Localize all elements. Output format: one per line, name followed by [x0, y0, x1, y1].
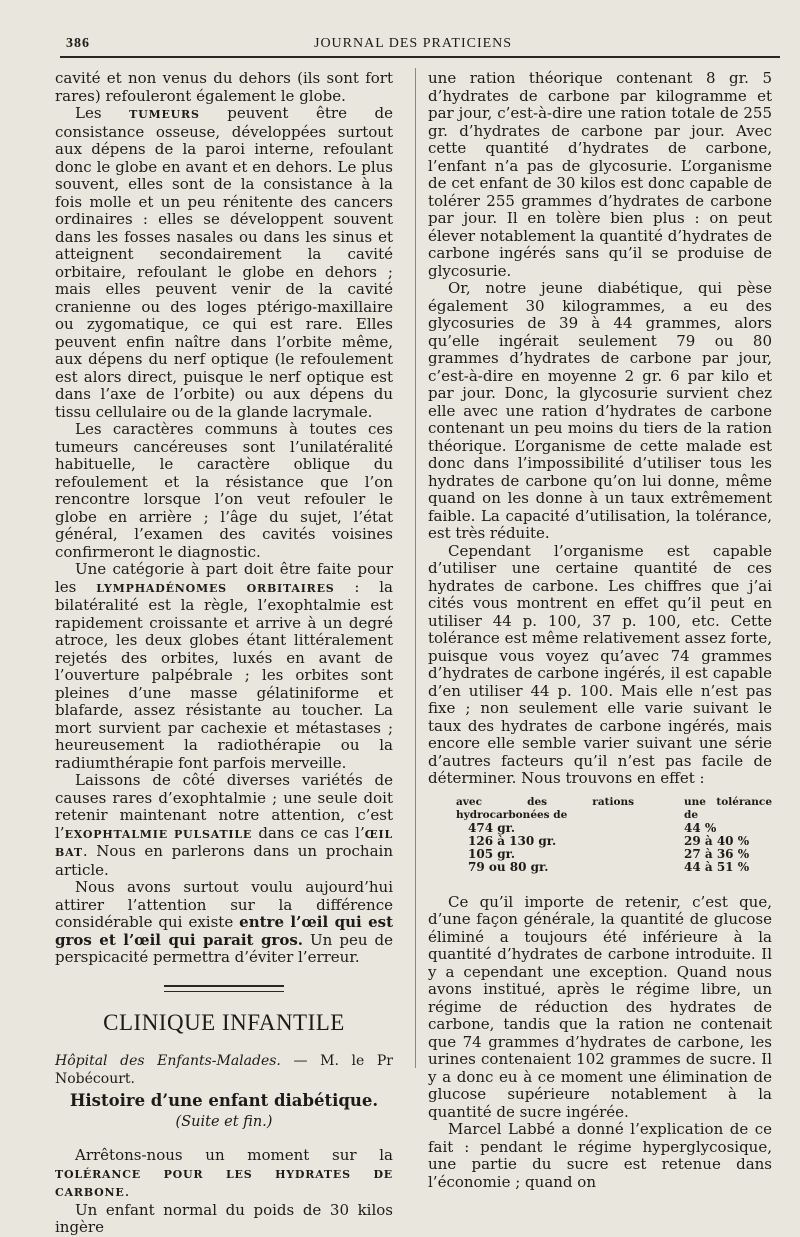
small-caps-term: ŒIL BAT: [55, 827, 393, 859]
table-header: [428, 796, 772, 822]
emphasis-text: entre l’œil qui est gros et l’œil qui parait gros.: [55, 913, 394, 949]
table-row: [428, 822, 772, 835]
table-cell: 126 à 130 gr.: [468, 833, 557, 848]
paragraph-conclusion: Nous avons surtout voulu aujourd’hui attirer l’attention sur la différence considérable qui existe entre l’œil qui est gros et l’œil qui parait gros. Un peu de perspicacité permettra d’éviter l’erreur.: [55, 878, 394, 966]
tolerance-table: [428, 796, 772, 874]
right-column: [428, 70, 772, 1191]
journal-title: JOURNAL DES PRATICIENS: [314, 36, 513, 51]
small-caps-term: LYMPHADÉNOMES ORBITAIRES: [96, 581, 335, 595]
paragraph: Les caractères communs à toutes ces tumeurs cancéreuses sont l’unilatéralité habituelle, le caractère oblique du refoulement et la résistance que l’on rencontre lorsque l’on veut refouler le globe en arrière ; l’âge du sujet, l’état général, l’examen des cavités voisines confirmeront le diagnostic.: [55, 420, 393, 561]
paragraph: Ce qu’il importe de retenir, c’est que, d’une façon générale, la quantité de glucose éliminé a toujours été inférieure à la quantité d’hydrates de carbone introduite. Il y a cependant une exception. Quand nous avons institué, après le régime libre, un régime de réduction des hydrates de carbone, tandis que la ration ne contenait que 74 grammes d’hydrates de carbone, les urines contenaient 102 grammes de sucre. Il y a donc eu à ce moment une élimination de glucose supérieure notablement à la quantité de sucre ingérée.: [428, 892, 772, 1121]
small-caps-term: TOLÉRANCE POUR LES HYDRATES DE CARBONE: [55, 1167, 393, 1199]
hospital-line: Hôpital des Enfants-Malades. — M. le Pr Nobécourt.: [55, 1053, 393, 1087]
column-separator: [415, 68, 416, 1068]
paragraph-lymphadenomes: Une catégorie à part doit être faite pour les LYMPHADÉNOMES ORBITAIRES : la bilatéralité est la règle, l’exophtalmie est rapidement croissante et arrive à un degré atroce, les deux globes étant littéralement rejetés des orbites, luxés en avant de l’ouverture palpébrale ; les orbites sont pleines d’une masse gélatiniforme et blafarde, assez résistante au toucher. La mort survient par cachexie et métastases ; heureusement la radiothérapie ou la radiumthérapie font parfois merveille.: [55, 560, 393, 772]
section-divider: [164, 991, 284, 992]
table-row: [428, 861, 772, 874]
paragraph: Marcel Labbé a donné l’explication de ce fait : pendant le régime hyperglycosique, une partie du sucre est retenue dans l’économie ; quand on: [428, 1120, 772, 1191]
left-column: [55, 70, 393, 1237]
table-header-cell: avec des rations hydrocarbonées de: [456, 795, 635, 821]
page-number: 386: [66, 36, 90, 51]
table-cell: 105 gr.: [468, 846, 516, 861]
paragraph-exophtalmie: Laissons de côté diverses variétés de causes rares d’exophtalmie ; une seule doit retenir maintenant notre attention, c’est l’EXOPHTALMIE PULSATILE dans ce cas l’ŒIL BAT. Nous en parlerons dans un prochain article.: [55, 771, 393, 879]
table-cell: 79 ou 80 gr.: [468, 859, 549, 874]
article-title: Histoire d’une enfant diabétique.: [69, 1091, 379, 1110]
table-cell: 474 gr.: [468, 820, 516, 835]
article-subtitle: (Suite et fin.): [175, 1113, 273, 1130]
table-cell: 27 à 36 %: [684, 846, 750, 861]
paragraph-tumeurs: Les TUMEURS peuvent être de consistance osseuse, développées surtout aux dépens de la paroi interne, refoulant donc le globe en avant et en dehors. Le plus souvent, elles sont de la consistance à la fois molle et un peu rénitente des cancers ordinaires : elles se développent souvent dans les fosses nasales ou dans les sinus et atteignent secondairement la cavité orbitaire, refoulant le globe en dehors ; mais elles peuvent venir de la cavité cranienne ou des loges ptérigo-maxillaire ou zygomatique, ce qui est rare. Elles peuvent enfin naître dans l’orbite même, aux dépens du nerf optique (le refoulement est alors direct, puisque le nerf optique est dans l’axe de l’orbite) ou aux dépens du tissu cellulaire ou de la glande lacrymale.: [55, 104, 393, 421]
paragraph: Or, notre jeune diabétique, qui pèse également 30 kilogrammes, a eu des glycosuries de 39 à 44 grammes, alors qu’elle ingérait seulement 79 ou 80 grammes d’hydrates de carbone par jour, c’est-à-dire en moyenne 2 gr. 6 par kilo et par jour. Donc, la glycosurie survient chez elle avec une ration d’hydrates de carbone contenant un peu moins du tiers de la ration théorique. L’organisme de cette malade est donc dans l’impossibilité d’utiliser tous les hydrates de carbone qu’on lui donne, même quand on les donne à un taux extrêmement faible. La capacité d’utilisation, la tolérance, est très réduite.: [428, 279, 772, 542]
paragraph: Cependant l’organisme est capable d’utiliser une certaine quantité de ces hydrates de carbone. Les chiffres que j’ai cités vous montrent en effet qu’il peut en utiliser 44 p. 100, 37 p. 100, etc. Cette tolérance est même relativement assez forte, puisque vous voyez qu’avec 74 grammes d’hydrates de carbone ingérés, il est capable d’en utiliser 44 p. 100. Mais elle n’est pas fixe ; non seulement elle varie suivant le taux des hydrates de carbone ingérés, mais encore elle semble varier suivant une série d’autres facteurs qu’il n’est pas facile de déterminer. Nous trouvons en effet :: [428, 541, 772, 787]
table-header-cell: une tolérance de: [684, 795, 772, 821]
table-cell: 44 à 51 %: [684, 859, 750, 874]
section-title: CLINIQUE INFANTILE: [103, 1009, 345, 1035]
paragraph: une ration théorique contenant 8 gr. 5 d’hydrates de carbone par kilogramme et par jour, c’est-à-dire une ration totale de 255 gr. d’hydrates de carbone par jour. Avec cette quantité d’hydrates de carbone, l’enfant n’a pas de glycosurie. L’organisme de cet enfant de 30 kilos est donc capable de tolérer 255 grammes d’hydrates de carbone par jour. Il en tolère bien plus : on peut élever notablement la quantité d’hydrates de carbone ingérés sans qu’il se produise de glycosurie.: [428, 69, 772, 280]
header-rule: [60, 56, 780, 58]
section-divider: [164, 985, 284, 987]
paragraph-tolerance: Arrêtons-nous un moment sur la TOLÉRANCE POUR LES HYDRATES DE CARBONE.: [55, 1146, 393, 1200]
paragraph: cavité et non venus du dehors (ils sont fort rares) refouleront également le globe.: [55, 69, 393, 105]
small-caps-term: EXOPHTALMIE PULSATILE: [64, 827, 253, 841]
paragraph: Un enfant normal du poids de 30 kilos ingère: [55, 1200, 393, 1236]
small-caps-term: TUMEURS: [129, 108, 200, 121]
table-row: [428, 848, 772, 861]
table-cell: 29 à 40 %: [684, 833, 750, 848]
table-cell: 44 %: [684, 820, 717, 835]
table-row: [428, 835, 772, 848]
